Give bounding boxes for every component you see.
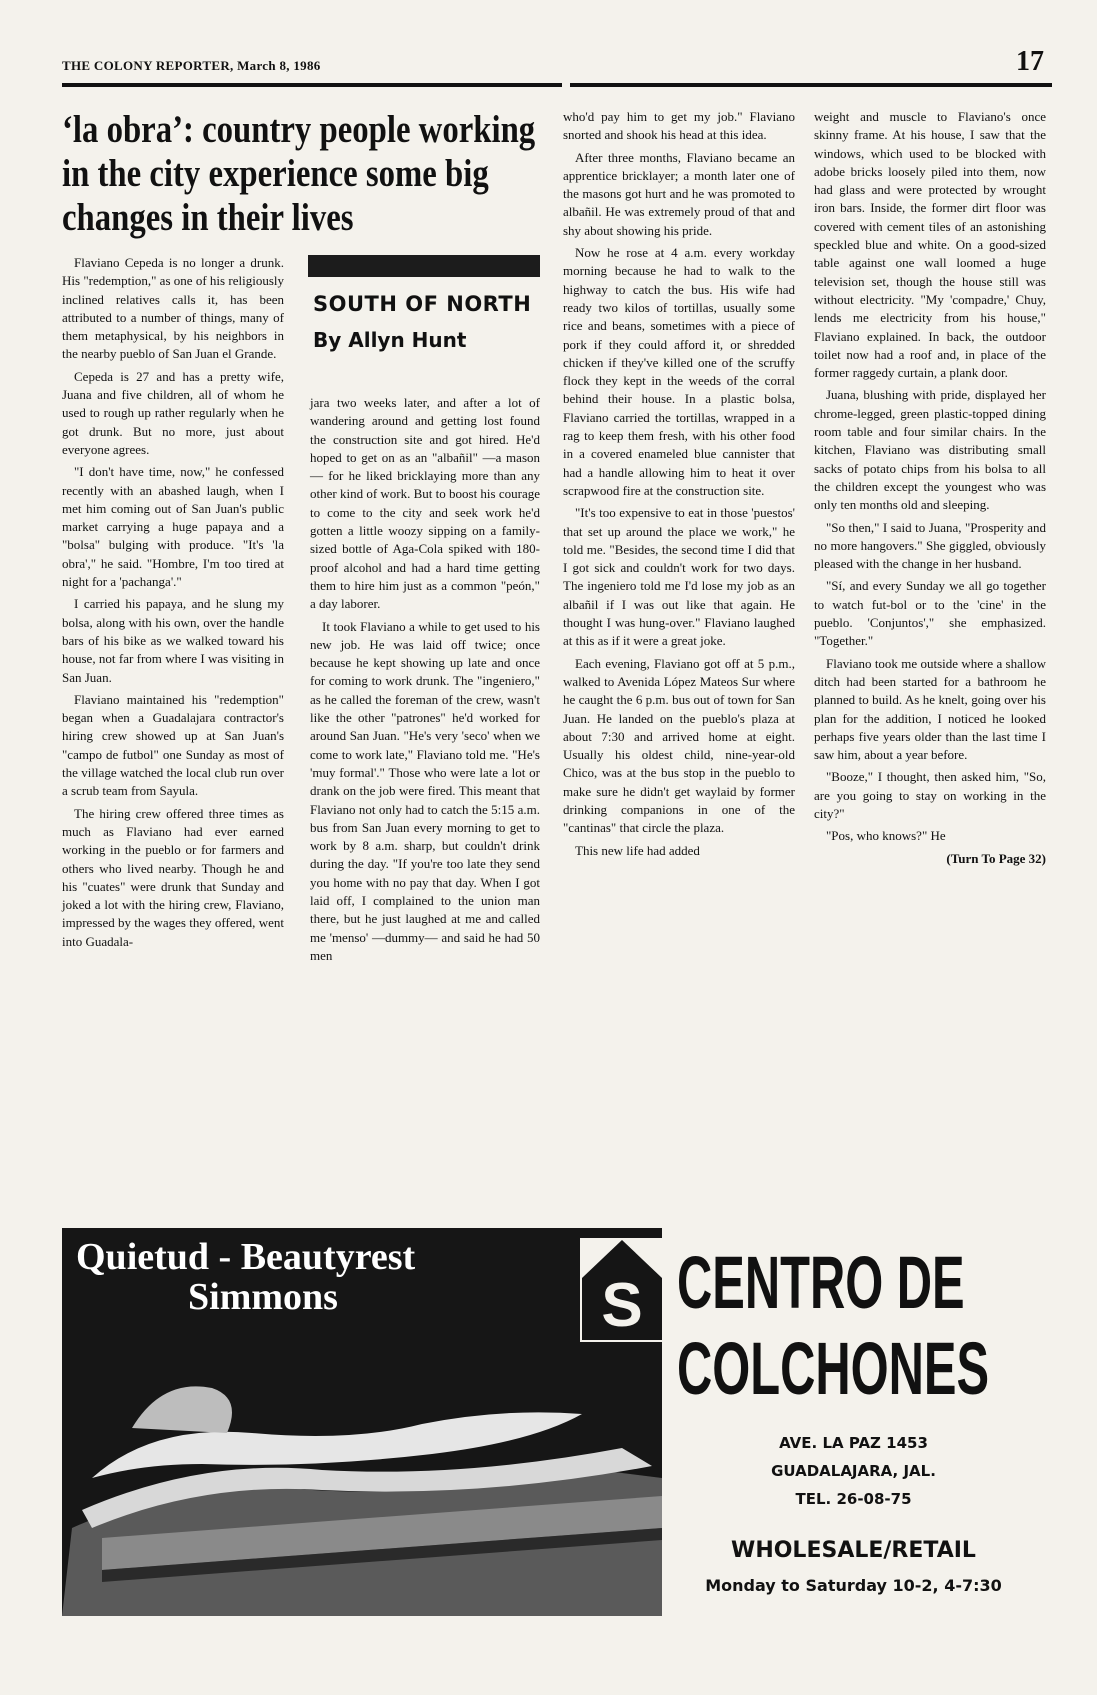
column-title: SOUTH OF NORTH [313,292,532,316]
ad-sales: WHOLESALE/RETAIL [731,1538,976,1563]
paragraph: "So then," I said to Juana, "Prosperity and no more hangovers." She giggled, obviously pleased with the change in her husband. [814,519,1046,572]
ad-title-line-1: CENTRO DE [677,1241,965,1324]
paragraph: Flaviano maintained his "redemption" began when a Guadalajara contractor's hiring crew showed up at San Juan's "campo de futbol" one Sunday as most of the village watched the local club run over a scrub team from Sayula. [62,691,284,799]
paragraph: Juana, blushing with pride, displayed her chrome-legged, green plastic-topped dining room table and four similar chairs. In the kitchen, Flaviano was distributing small sacks of potato chips from his bolsa to all the children except the youngest who was only ten months old and sleeping. [814,387,1046,513]
ad-hours: Monday to Saturday 10-2, 4-7:30 [705,1576,1002,1595]
article-column-4 [814,108,1046,868]
ad-city: GUADALAJARA, JAL. [771,1462,936,1480]
ad-photo [62,1228,662,1616]
paragraph: I carried his papaya, and he slung my bolsa, along with his own, over the handle bars of his bike as we walked toward his house, not far from where I was visiting in San Juan. [62,596,284,685]
paragraph: Flaviano Cepeda is no longer a drunk. His "redemption," as one of his religiously inclined relatives calls it, has been attributed to a number of things, many of them metaphysical, by his neighbors in the nearby pueblo of San Juan el Grande. [62,255,284,362]
paragraph: Each evening, Flaviano got off at 5 p.m., walked to Avenida López Mateos Sur where he caught the 6 p.m. bus out of town for San Juan. He landed on the pueblo's plaza at about 7:30 and arrived home at eight. Usually his oldest child, nine-year-old Chico, was at the bus stop in the pueblo to make sure he didn't get waylaid by former drinking companions in one of the "cantinas" that circle the plaza. [563,655,795,836]
page-number: 17 [1016,46,1044,77]
article-column-3 [563,108,795,864]
paragraph: "I don't have time, now," he confessed recently with an abashed laugh, when I met him coming out of San Juan's public market carrying a huge papaya and a "bolsa" bulging with produce. "It's 'la obra'," he said. "Hombre, I'm too tired at night for a 'pachanga'." [62,464,284,590]
article-column-2 [310,394,540,969]
logo-letter: S [601,1271,643,1340]
advertisement [62,1228,1030,1616]
ad-title-line-2: COLCHONES [677,1327,990,1410]
ad-address: AVE. LA PAZ 1453 [779,1434,928,1452]
byline: By Allyn Hunt [313,328,467,352]
ad-brand-line-1: Quietud - Beautyrest [76,1236,416,1278]
paragraph: who'd pay him to get my job." Flaviano snorted and shook his head at this idea. [563,109,795,143]
paragraph: It took Flaviano a while to get used to his new job. He was laid off twice; once because he kept showing up late and once for coming to work drunk. The "ingeniero," as he called the foreman of the crew, wasn't like the other "patrones" he'd worked for around San Juan. "He's very 'seco' when we come to work late," Flaviano told me. "He's 'muy formal'." Those who were late a lot or drank on the job were fired. This meant that Flaviano not only had to catch the 5:15 a.m. bus from San Juan every morning to get to work by 8 a.m. sharp, but couldn't drink during the day. "If you're too late they send you home with no pay that day. When I got laid off, I complained to the union man there, but he just laughed at me and called me 'menso' —dummy— and said he had 50 men [310,618,540,963]
masthead-rule-left [62,83,562,87]
paragraph: Now he rose at 4 a.m. every workday morning because he had to walk to the highway to catch the bus. His wife had ready two kilos of tortillas, usually some rice and beans, sometimes with a piece of pork if they could afford it, or shredded chicken if they've killed one of the scruffy flock they kept in the weeds of the corral behind their house. In a plastic bolsa, Flaviano carried the tortillas, wrapped in a rag to keep them fresh, with his other food in a covered enameled blue cannister that had a handle allowing him to heat it over scrapwood fire at the construction site. [563,245,795,498]
publication-line: THE COLONY REPORTER, March 8, 1986 [62,58,321,73]
column-heading-bar [308,255,540,277]
ad-phone: TEL. 26-08-75 [795,1490,912,1508]
paragraph: The hiring crew offered three times as much as Flaviano had ever earned working in the pueblo or for farmers and others who lived nearby. Though he and his "cuates" were drunk that Sunday and joked a lot with the hiring crew, Flaviano, impressed by the wages they offered, went into Guadala- [62,805,284,949]
mattress-illustration [62,1228,662,1616]
ad-brand-line-2: Simmons [188,1276,338,1318]
paragraph: jara two weeks later, and after a lot of wandering around and getting lost found the construction site and got hired. He'd hoped to get on as an "albañil" —a mason— for he liked bricklaying more than any other kind of work. But to boost his courage to come to the city and seek work he'd gotten a little woozy sipping on a family-sized bottle of Aga-Cola spiked with 180-proof alcohol and had a hard time getting them to hire him just as a common "peón," a day laborer. [310,395,540,612]
paragraph: "Booze," I thought, then asked him, "So, are you going to stay on working in the city?" [814,769,1046,821]
simmons-logo [580,1238,664,1342]
continued-note: (Turn To Page 32) [946,850,1046,866]
paragraph: "It's too expensive to eat in those 'puestos' that set up around the place we work," he told me. "Besides, the second time I did that I got sick and couldn't work for two days. The ingeniero told me I'd lose my job as an albañil if I was out like that again. He thought I was hung-over." Flaviano laughed at this as if it were a great joke. [563,505,795,649]
masthead-rule-right [570,83,1052,87]
paragraph: "Sí, and every Sunday we all go together to watch fut-bol or to the 'cine' in the pueblo. 'Conjuntos'," she emphasized. "Together." [814,578,1046,649]
paragraph: Cepeda is 27 and has a pretty wife, Juana and five children, all of whom he used to rough up rather regularly when he got drunk. But no more, just about everyone agrees. [62,368,284,457]
paragraph: This new life had added [575,842,700,858]
headline: ‘la obra’: country people working in the city experience some big changes in their lives [62,108,536,239]
paragraph: "Pos, who knows?" He [826,828,946,844]
paragraph: After three months, Flaviano became an apprentice bricklayer; a month later one of the masons got hurt and he was promoted to albañil. He was extremely proud of that and shy about showing his pride. [563,149,795,238]
paragraph: weight and muscle to Flaviano's once skinny frame. At his house, I saw that the windows, which used to be blocked with adobe bricks loosely piled into them, now had glass and were protected by wrought iron bars. Inside, the former dirt floor was covered with cement tiles of an astonishing speckled blue and white. On a good-sized table against one wall loomed a huge television set, though the house still was without electricity. "My 'compadre,' Chuy, lends me electricity from his house," Flaviano explained. In back, the outdoor toilet now had a roof and, in place of the former raggedy curtain, a plank door. [814,109,1046,381]
article-column-1 [62,254,284,955]
paragraph: Flaviano took me outside where a shallow ditch had been started for a bathroom he planned to build. As he knelt, going over his plan for the addition, I noticed he looked perhaps five years older than the last time I saw him, about a year before. [814,655,1046,763]
masthead [62,46,1052,78]
ad-text-block [677,1228,1030,1616]
